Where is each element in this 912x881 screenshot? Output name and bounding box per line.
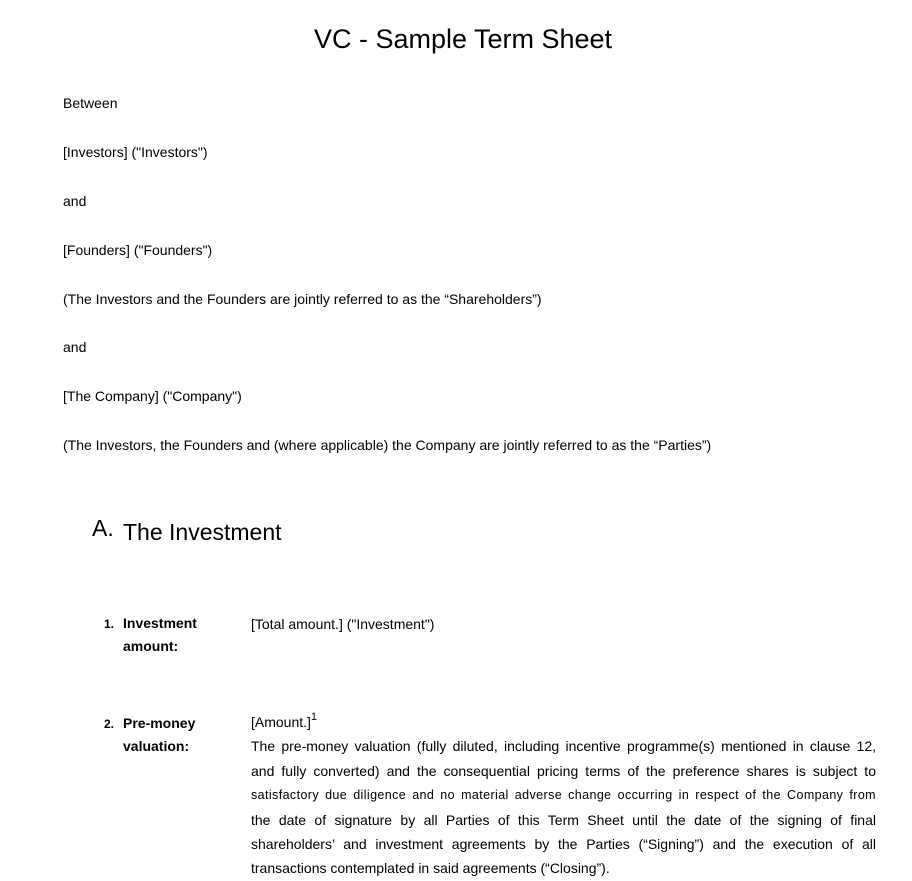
preamble-founders: [Founders] ("Founders") <box>63 242 213 258</box>
clause-number: 2. <box>104 717 115 731</box>
preamble-between: Between <box>63 95 118 111</box>
clause-value: [Total amount.] ("Investment") <box>251 616 435 632</box>
document-title: VC - Sample Term Sheet <box>313 24 613 54</box>
clause-value-line <box>251 710 876 734</box>
footnote-reference[interactable]: 1 <box>310 711 318 724</box>
preamble-and-1: and <box>63 193 87 209</box>
preamble-and-2: and <box>63 339 87 355</box>
clause-body-line: the date of signature by all Parties of this Term Sheet until the date of the signing of final <box>251 811 876 828</box>
section-letter: A. <box>92 515 114 541</box>
clause-body <box>251 710 876 881</box>
preamble-parties-definition: (The Investors, the Founders and (where applicable) the Company are jointly referred to as the “Parties”) <box>63 437 712 453</box>
preamble-company: [The Company] ("Company") <box>63 388 242 404</box>
clause-body-line: shareholders’ and investment agreements by the Parties (“Signing”) and the execution of all <box>251 836 876 853</box>
clause-number: 1. <box>104 617 115 631</box>
clause-value: [Amount.] <box>251 714 311 730</box>
clause-label: Investment amount: <box>123 615 197 654</box>
preamble-investors: [Investors] ("Investors") <box>63 144 208 160</box>
section-title: The Investment <box>123 519 282 545</box>
preamble-shareholders-definition: (The Investors and the Founders are jointly referred to as the “Shareholders”) <box>63 291 542 307</box>
clause-body-line: and fully converted) and the consequential pricing terms of the preference shares is subject to <box>251 762 876 779</box>
clause-body-line: transactions contemplated in said agreements (“Closing”). <box>251 860 610 877</box>
clause-body-line: The pre-money valuation (fully diluted, including incentive programme(s) mentioned in clause 12, <box>251 738 876 755</box>
clause-body-line: satisfactory due diligence and no material adverse change occurring in respect of the Company from <box>251 788 876 803</box>
clause-label: Pre-money valuation: <box>123 715 196 754</box>
